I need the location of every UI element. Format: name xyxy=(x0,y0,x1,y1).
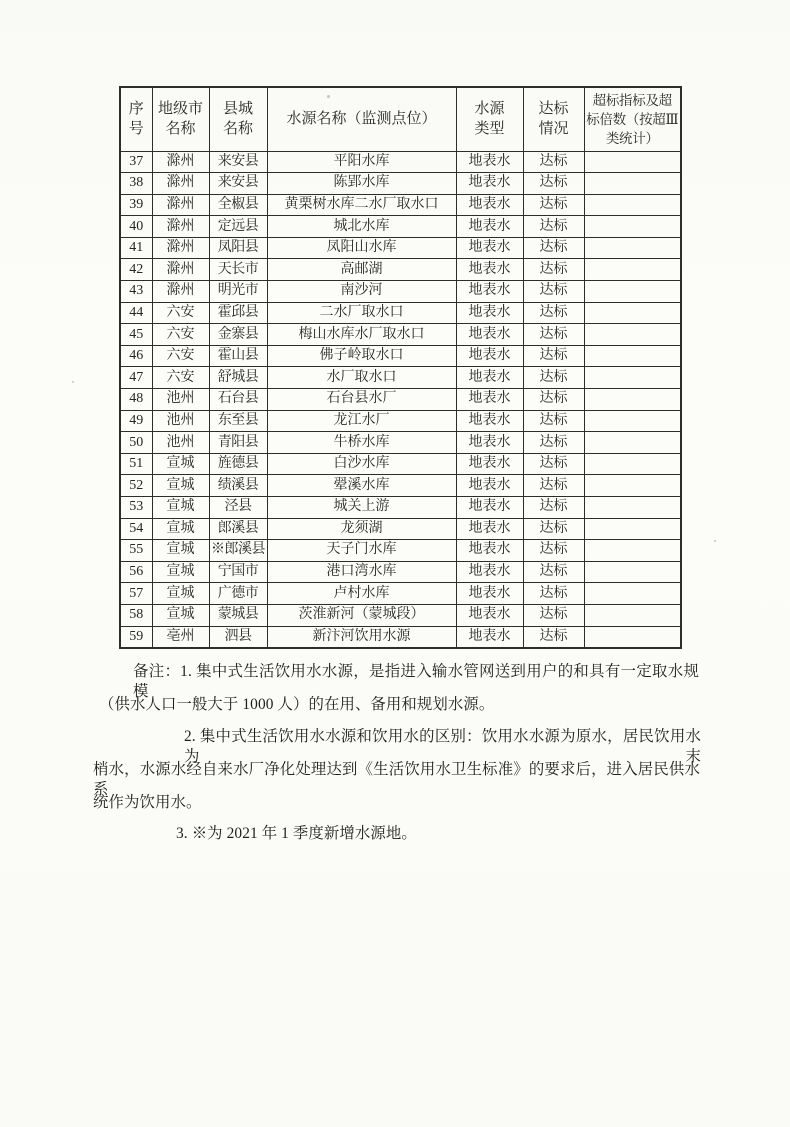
table-cell: 宣城 xyxy=(152,561,209,583)
table-cell: 宣城 xyxy=(152,453,209,475)
table-cell: 宣城 xyxy=(152,583,209,605)
table-cell: 41 xyxy=(120,237,152,259)
table-cell: 地表水 xyxy=(456,410,523,432)
table-cell: 地表水 xyxy=(456,151,523,173)
table-cell: 44 xyxy=(120,302,152,324)
table-cell: 东至县 xyxy=(209,410,267,432)
table-row xyxy=(120,453,681,475)
column-header: 地级市 名称 xyxy=(152,87,209,151)
table-cell xyxy=(584,497,681,519)
table-cell: 达标 xyxy=(523,453,584,475)
table-cell: 达标 xyxy=(523,237,584,259)
table-cell: 53 xyxy=(120,497,152,519)
table-row xyxy=(120,583,681,605)
table-cell: 平阳水库 xyxy=(267,151,456,173)
table-cell: 牛桥水库 xyxy=(267,432,456,454)
table-cell: 绩溪县 xyxy=(209,475,267,497)
table-cell: 宣城 xyxy=(152,518,209,540)
table-cell xyxy=(584,518,681,540)
table-cell: 54 xyxy=(120,518,152,540)
table-cell: 梅山水库水厂取水口 xyxy=(267,324,456,346)
table-cell xyxy=(584,237,681,259)
table-cell: 地表水 xyxy=(456,173,523,195)
table-row xyxy=(120,345,681,367)
table-row xyxy=(120,497,681,519)
table-cell: 石台县水厂 xyxy=(267,389,456,411)
table-cell: 青阳县 xyxy=(209,432,267,454)
table-cell: 58 xyxy=(120,604,152,626)
table-cell: 来安县 xyxy=(209,173,267,195)
table-cell: 达标 xyxy=(523,194,584,216)
table-cell: 57 xyxy=(120,583,152,605)
table-cell: 48 xyxy=(120,389,152,411)
table-cell: 港口湾水库 xyxy=(267,561,456,583)
table-cell: 龙须湖 xyxy=(267,518,456,540)
note-line-2: （供水人口一般大于 1000 人）的在用、备用和规划水源。 xyxy=(99,696,495,713)
table-cell: 天子门水库 xyxy=(267,540,456,562)
table-cell: 达标 xyxy=(523,497,584,519)
table-row xyxy=(120,432,681,454)
table-row xyxy=(120,194,681,216)
table-cell: 六安 xyxy=(152,367,209,389)
note-line-3: 2. 集中式生活饮用水水源和饮用水的区别：饮用水水源为原水，居民饮用水为末 xyxy=(184,728,701,765)
table-row xyxy=(120,324,681,346)
table-row xyxy=(120,604,681,626)
table-cell: 全椒县 xyxy=(209,194,267,216)
table-cell: 地表水 xyxy=(456,540,523,562)
table-cell: 地表水 xyxy=(456,432,523,454)
table-cell: 47 xyxy=(120,367,152,389)
table-cell: 地表水 xyxy=(456,302,523,324)
table-cell: 水厂取水口 xyxy=(267,367,456,389)
table-cell xyxy=(584,583,681,605)
table-cell: 霍邱县 xyxy=(209,302,267,324)
table-cell: 地表水 xyxy=(456,583,523,605)
table-cell: 滁州 xyxy=(152,151,209,173)
table-cell: 地表水 xyxy=(456,237,523,259)
table-cell: 定远县 xyxy=(209,216,267,238)
table-cell: 59 xyxy=(120,626,152,648)
table-cell: 南沙河 xyxy=(267,281,456,303)
table-cell: 达标 xyxy=(523,583,584,605)
column-header: 达标 情况 xyxy=(523,87,584,151)
table-cell: 金寨县 xyxy=(209,324,267,346)
table-cell: 舒城县 xyxy=(209,367,267,389)
table-cell xyxy=(584,561,681,583)
table-cell: 白沙水库 xyxy=(267,453,456,475)
table-row xyxy=(120,475,681,497)
table-cell: 宣城 xyxy=(152,540,209,562)
table-cell: 达标 xyxy=(523,216,584,238)
table-cell xyxy=(584,302,681,324)
table-row xyxy=(120,151,681,173)
table-cell: 达标 xyxy=(523,410,584,432)
table-cell xyxy=(584,453,681,475)
table-cell xyxy=(584,173,681,195)
table-cell: 滁州 xyxy=(152,216,209,238)
table-cell: 40 xyxy=(120,216,152,238)
table-row xyxy=(120,518,681,540)
table-cell: 新汴河饮用水源 xyxy=(267,626,456,648)
table-cell xyxy=(584,626,681,648)
table-cell: 佛子岭取水口 xyxy=(267,345,456,367)
table-cell: 地表水 xyxy=(456,194,523,216)
table-cell: 46 xyxy=(120,345,152,367)
table-cell: 翚溪水库 xyxy=(267,475,456,497)
table-row xyxy=(120,367,681,389)
table-cell: 地表水 xyxy=(456,281,523,303)
column-header: 超标指标及超 标倍数（按超Ⅲ 类统计） xyxy=(584,87,681,151)
table-cell xyxy=(584,281,681,303)
table-cell: 达标 xyxy=(523,604,584,626)
table-cell: 城关上游 xyxy=(267,497,456,519)
table-cell: 地表水 xyxy=(456,626,523,648)
table-row xyxy=(120,389,681,411)
table-cell: 地表水 xyxy=(456,518,523,540)
table-cell: 56 xyxy=(120,561,152,583)
table-cell: 郎溪县 xyxy=(209,518,267,540)
table-cell xyxy=(584,432,681,454)
table-cell: 天长市 xyxy=(209,259,267,281)
table-cell: 52 xyxy=(120,475,152,497)
table-cell: 43 xyxy=(120,281,152,303)
table-cell: 石台县 xyxy=(209,389,267,411)
table-cell: 达标 xyxy=(523,367,584,389)
table-cell: 六安 xyxy=(152,302,209,324)
table-row xyxy=(120,216,681,238)
table-cell xyxy=(584,475,681,497)
table-cell: 高邮湖 xyxy=(267,259,456,281)
table-cell: 滁州 xyxy=(152,173,209,195)
table-cell: 宣城 xyxy=(152,497,209,519)
table-cell: 地表水 xyxy=(456,453,523,475)
note-line-4: 梢水，水源水经自来水厂净化处理达到《生活饮用水卫生标准》的要求后，进入居民供水系 xyxy=(93,761,700,798)
scan-speckle xyxy=(714,540,716,542)
table-cell: ※郎溪县 xyxy=(209,540,267,562)
table-cell: 地表水 xyxy=(456,324,523,346)
table-cell: 地表水 xyxy=(456,497,523,519)
table-cell: 凤阳山水库 xyxy=(267,237,456,259)
table-cell: 池州 xyxy=(152,432,209,454)
table-cell: 广德市 xyxy=(209,583,267,605)
table-row xyxy=(120,173,681,195)
table-cell: 达标 xyxy=(523,302,584,324)
table-header-row xyxy=(120,87,681,151)
table-cell: 达标 xyxy=(523,324,584,346)
table-cell: 六安 xyxy=(152,324,209,346)
table-cell: 滁州 xyxy=(152,281,209,303)
table-cell: 滁州 xyxy=(152,259,209,281)
water-source-table xyxy=(119,86,682,649)
table-row xyxy=(120,540,681,562)
table-cell: 39 xyxy=(120,194,152,216)
column-header: 水源 类型 xyxy=(456,87,523,151)
table-cell: 达标 xyxy=(523,173,584,195)
table-cell: 地表水 xyxy=(456,389,523,411)
table-cell: 37 xyxy=(120,151,152,173)
table-cell: 地表水 xyxy=(456,367,523,389)
table-cell: 达标 xyxy=(523,561,584,583)
table-cell: 凤阳县 xyxy=(209,237,267,259)
table-row xyxy=(120,302,681,324)
table-row xyxy=(120,561,681,583)
scan-speckle xyxy=(72,381,74,383)
table-cell: 达标 xyxy=(523,518,584,540)
table-cell xyxy=(584,367,681,389)
table-cell: 达标 xyxy=(523,475,584,497)
table-cell xyxy=(584,194,681,216)
table-cell: 42 xyxy=(120,259,152,281)
note-line-5: 统作为饮用水。 xyxy=(93,794,202,811)
table-cell: 达标 xyxy=(523,626,584,648)
table-cell xyxy=(584,324,681,346)
table-cell: 滁州 xyxy=(152,194,209,216)
table-cell xyxy=(584,389,681,411)
table-cell: 地表水 xyxy=(456,475,523,497)
table-cell: 明光市 xyxy=(209,281,267,303)
note-line-6: 3. ※为 2021 年 1 季度新增水源地。 xyxy=(176,825,417,842)
table-cell: 达标 xyxy=(523,151,584,173)
table-cell: 达标 xyxy=(523,540,584,562)
table-cell: 黄栗树水库二水厂取水口 xyxy=(267,194,456,216)
table-cell: 地表水 xyxy=(456,604,523,626)
table-cell xyxy=(584,540,681,562)
note-line-1: 备注：1. 集中式生活饮用水水源，是指进入输水管网送到用户的和具有一定取水规模 xyxy=(133,663,699,700)
table-cell: 陈郢水库 xyxy=(267,173,456,195)
table-cell: 55 xyxy=(120,540,152,562)
table-row xyxy=(120,237,681,259)
table-cell: 宁国市 xyxy=(209,561,267,583)
table-cell: 地表水 xyxy=(456,259,523,281)
table-cell: 达标 xyxy=(523,281,584,303)
table-cell: 卢村水库 xyxy=(267,583,456,605)
table-cell: 50 xyxy=(120,432,152,454)
table-cell: 六安 xyxy=(152,345,209,367)
table-cell: 二水厂取水口 xyxy=(267,302,456,324)
table-cell xyxy=(584,604,681,626)
table-cell: 49 xyxy=(120,410,152,432)
table-cell: 45 xyxy=(120,324,152,346)
table-cell: 达标 xyxy=(523,259,584,281)
table-cell: 达标 xyxy=(523,432,584,454)
table-cell: 地表水 xyxy=(456,216,523,238)
table-cell: 38 xyxy=(120,173,152,195)
table-cell: 泾县 xyxy=(209,497,267,519)
table-cell: 旌德县 xyxy=(209,453,267,475)
table-cell: 茨淮新河（蒙城段） xyxy=(267,604,456,626)
table-cell: 泗县 xyxy=(209,626,267,648)
table-row xyxy=(120,281,681,303)
table-cell: 龙江水厂 xyxy=(267,410,456,432)
table-row xyxy=(120,410,681,432)
table-cell xyxy=(584,345,681,367)
table-cell: 来安县 xyxy=(209,151,267,173)
table-cell: 地表水 xyxy=(456,561,523,583)
scan-speckle xyxy=(327,95,330,98)
table-cell: 霍山县 xyxy=(209,345,267,367)
table-cell: 达标 xyxy=(523,389,584,411)
table-cell: 蒙城县 xyxy=(209,604,267,626)
table-cell: 池州 xyxy=(152,389,209,411)
table-cell: 亳州 xyxy=(152,626,209,648)
table-cell xyxy=(584,259,681,281)
column-header: 序 号 xyxy=(120,87,152,151)
table-row xyxy=(120,626,681,648)
table-cell: 地表水 xyxy=(456,345,523,367)
table-row xyxy=(120,259,681,281)
table-cell xyxy=(584,410,681,432)
column-header: 水源名称（监测点位） xyxy=(267,87,456,151)
table-cell xyxy=(584,151,681,173)
table-cell: 宣城 xyxy=(152,475,209,497)
table-cell: 达标 xyxy=(523,345,584,367)
table-cell: 51 xyxy=(120,453,152,475)
table-cell: 池州 xyxy=(152,410,209,432)
table-cell: 滁州 xyxy=(152,237,209,259)
table-cell xyxy=(584,216,681,238)
table-cell: 宣城 xyxy=(152,604,209,626)
column-header: 县城 名称 xyxy=(209,87,267,151)
table-cell: 城北水库 xyxy=(267,216,456,238)
